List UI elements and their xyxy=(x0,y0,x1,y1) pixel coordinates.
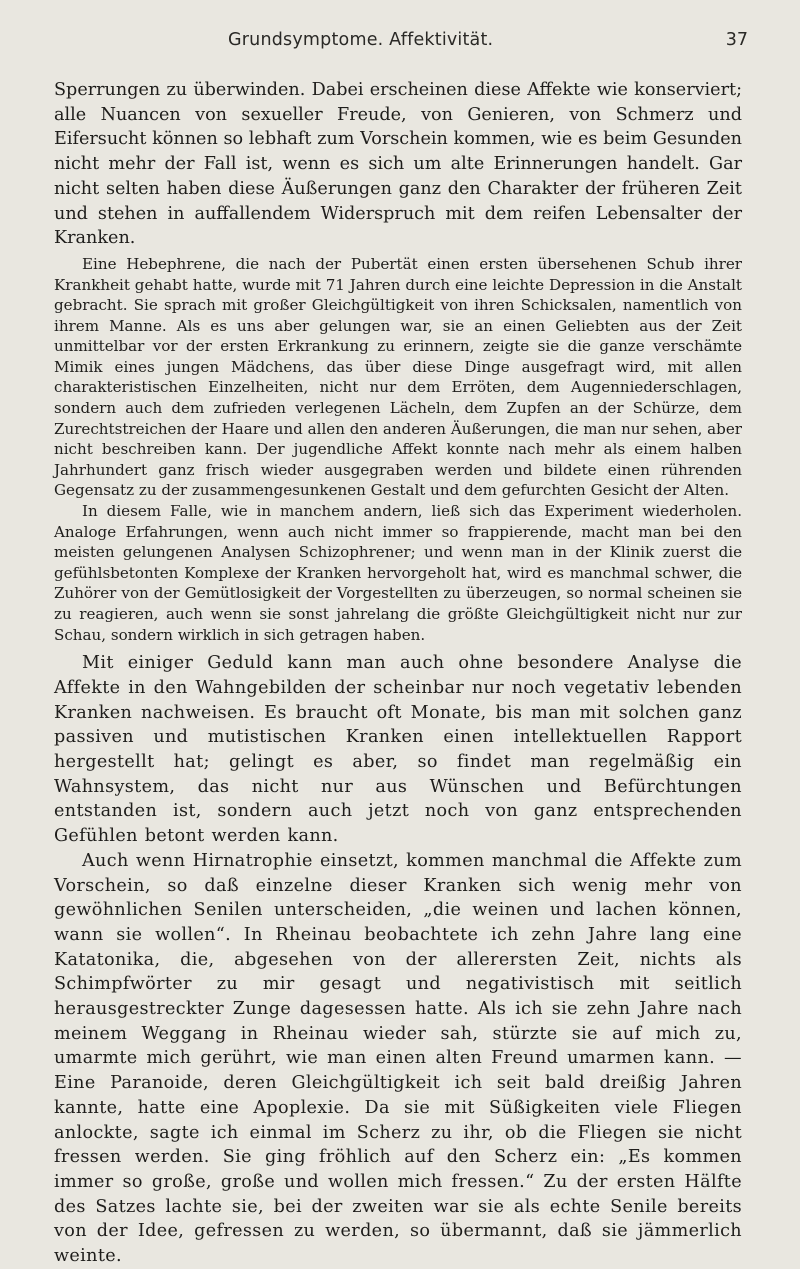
paragraph-2: Eine Hebephrene, die nach der Pubertät einen ersten übersehenen Schub ihrer Krankheit gehabt hatte, wurde mit 71 Jahren durch eine leichte Depression in die Anstalt gebracht. Sie sprach mit großer Gleichgültigkeit von ihren Schicksalen, namentlich von ihrem Manne. Als es uns aber gelungen war, sie an einen Geliebten aus der Zeit unmittelbar vor der ersten Erkrankung zu erinnern, zeigte sie die ganze verschämte Mimik eines jungen Mädchens, das über diese Dinge ausgefragt wird, mit allen charakteristischen Einzelheiten, nicht nur dem Erröten, dem Augenniederschlagen, sondern auch dem zufrieden verlegenen Lächeln, dem Zupfen an der Schürze, dem Zurechtstreichen der Haare und allen den anderen Äußerungen, die man nur sehen, aber nicht beschreiben kann. Der jugendliche Affekt konnte nach mehr als einem halben Jahrhundert ganz frisch wieder ausgegraben werden und bildete einen rührenden Gegensatz zu der zusammengesunkenen Gestalt und dem gefurchten Gesicht der Alten. xyxy=(54,254,742,500)
paragraph-1: Sperrungen zu überwinden. Dabei erscheinen diese Affekte wie konserviert; alle Nuancen von sexueller Freude, von Genieren, von Schmerz und Eifersucht können so lebhaft zum Vorschein kommen, wie es beim Gesunden nicht mehr der Fall ist, wenn es sich um alte Erinnerungen handelt. Gar nicht selten haben diese Äußerungen ganz den Charakter der früheren Zeit und stehen in auffallendem Widerspruch mit dem reifen Lebensalter der Kranken. xyxy=(54,80,742,249)
page-number: 37 xyxy=(725,30,748,50)
page-header xyxy=(0,30,800,60)
paragraph-4: Mit einiger Geduld kann man auch ohne besondere Analyse die Affekte in den Wahngebilden der scheinbar nur noch vegetativ lebenden Kranken nachweisen. Es braucht oft Monate, bis man mit solchen ganz passiven und mutistischen Kranken einen intellektuellen Rapport hergestellt hat; gelingt es aber, so findet man regelmäßig ein Wahnsystem, das nicht nur aus Wünschen und Befürchtungen entstanden ist, sondern auch jetzt noch von ganz entsprechenden Gefühlen betont werden kann. xyxy=(54,653,742,847)
paragraph-5: Auch wenn Hirnatrophie einsetzt, kommen manchmal die Affekte zum Vorschein, so daß einzelne dieser Kranken sich wenig mehr von gewöhnlichen Senilen unterscheiden, „die weinen und lachen können, wann sie wollen“. In Rheinau beobachtete ich zehn Jahre lang eine Katatonika, die, abgesehen von der allerersten Zeit, nichts als Schimpfwörter zu mir gesagt und negativistisch mit seitlich herausgestreckter Zunge dagesessen hatte. Als ich sie zehn Jahre nach meinem Weggang in Rheinau wieder sah, stürzte sie auf mich zu, umarmte mich gerührt, wie man einen alten Freund umarmen kann. — Eine Paranoide, deren Gleichgültigkeit ich seit bald dreißig Jahren kannte, hatte eine Apoplexie. Da sie mit Süßigkeiten viele Fliegen anlockte, sagte ich einmal im Scherz zu ihr, ob die Fliegen sie nicht fressen werden. Sie ging fröhlich auf den Scherz ein: „Es kommen immer so große, große und wollen mich fressen.“ Zu der ersten Hälfte des Satzes lachte sie, bei der zweiten war sie als echte Senile bereits von der Idee, gefressen zu werden, so übermannt, daß sie jämmerlich weinte. xyxy=(54,850,742,1267)
body-text xyxy=(54,78,742,1269)
running-head: Grundsymptome. Affektivität. xyxy=(228,30,494,50)
paragraph-3: In diesem Falle, wie in manchem andern, ließ sich das Experiment wiederholen. Analoge Erfahrungen, wenn auch nicht immer so frappierende, macht man bei den meisten gelungenen Analysen Schizophrener; und wenn man in der Klinik zuerst die gefühlsbetonten Komplexe der Kranken hervorgeholt hat, wird es manchmal schwer, die Zuhörer von der Gemütlosigkeit der Vorgestellten zu überzeugen, so normal scheinen sie zu reagieren, auch wenn sie sonst jahrelang die größte Gleichgültigkeit nicht nur zur Schau, sondern wirklich in sich getragen haben. xyxy=(54,502,742,644)
